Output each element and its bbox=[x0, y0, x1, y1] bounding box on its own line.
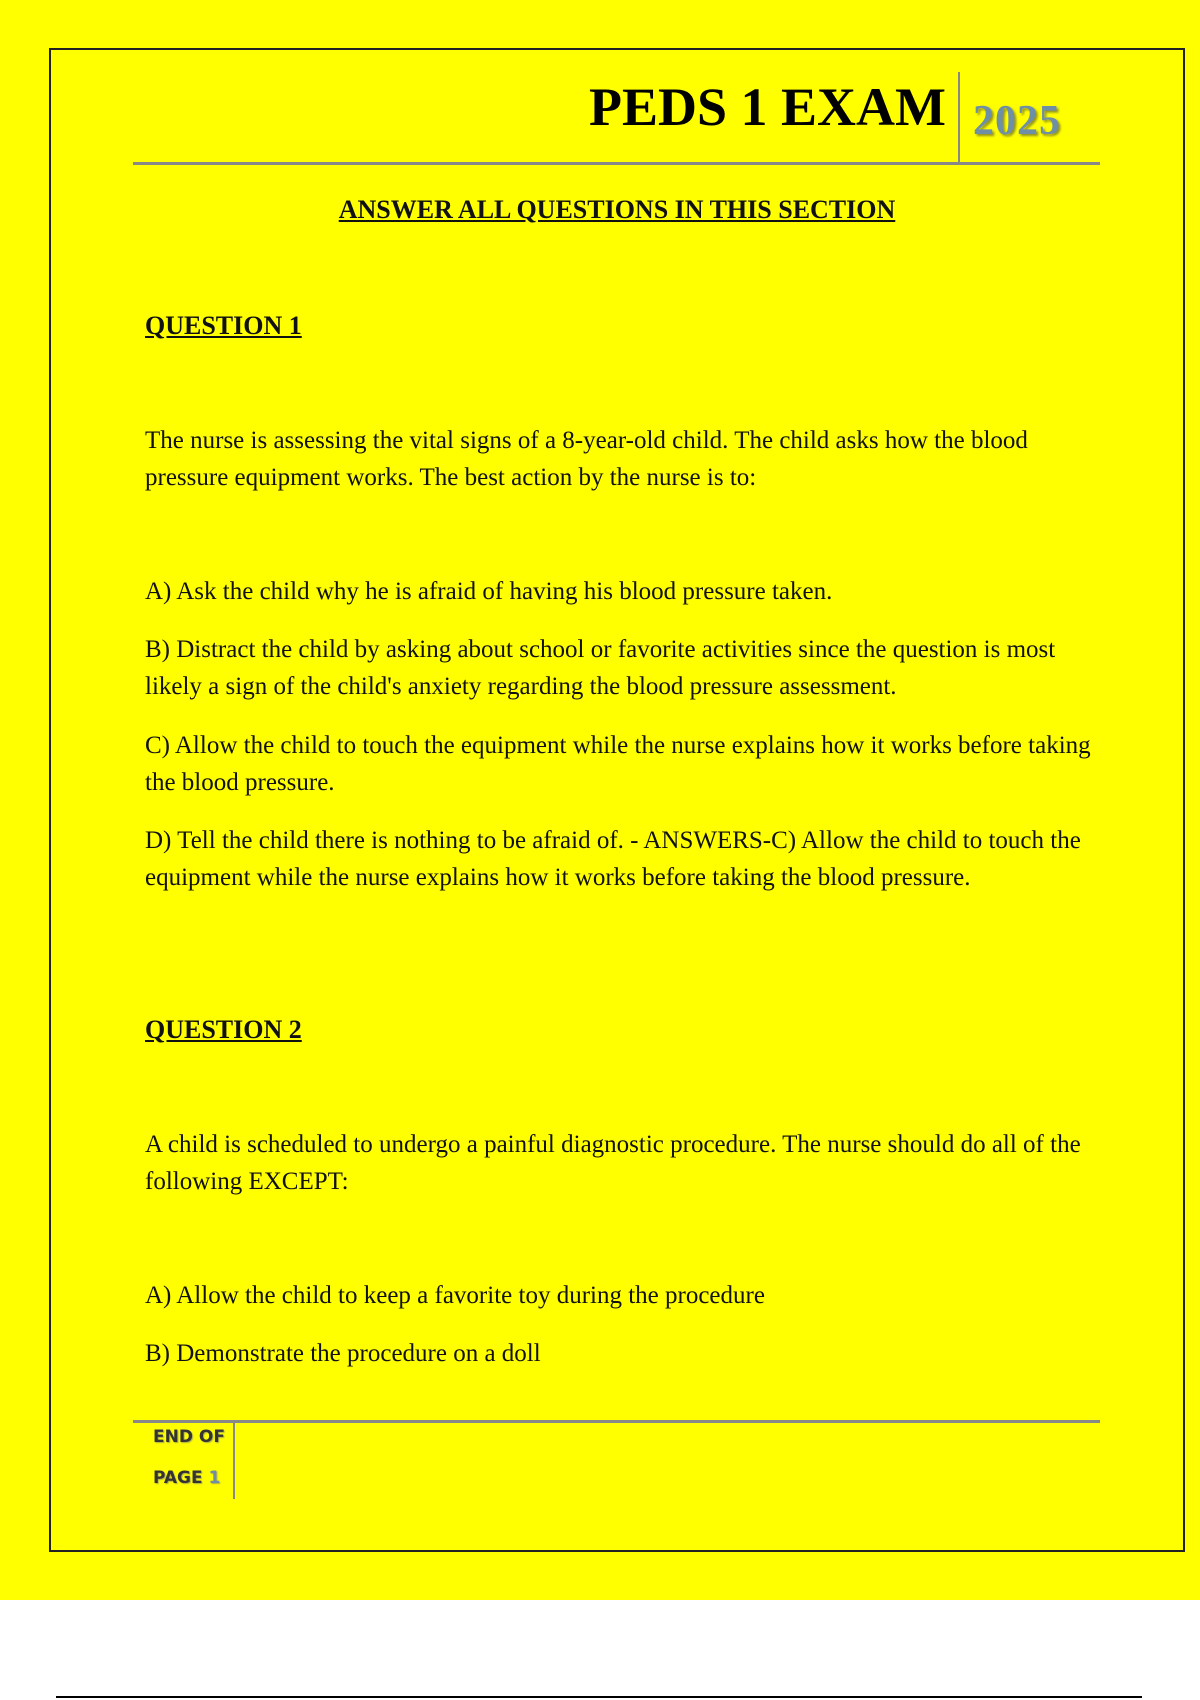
exam-year: 2025 bbox=[973, 98, 1061, 144]
question-1-option-c: C) Allow the child to touch the equipment while the nurse explains how it works before taking the blood pressure. bbox=[145, 732, 1091, 796]
question-1-option-a: A) Ask the child why he is afraid of having his blood pressure taken. bbox=[145, 578, 833, 605]
question-1-option-d-answer: D) Tell the child there is nothing to be afraid of. - ANSWERS-C) Allow the child to touch the equipment while the nurse explains how it works before taking the blood pressure. bbox=[145, 827, 1081, 891]
question-2-stem: A child is scheduled to undergo a painful diagnostic procedure. The nurse should do all of the following EXCEPT: bbox=[145, 1131, 1081, 1195]
question-1-stem: The nurse is assessing the vital signs of a 8-year-old child. The child asks how the blood pressure equipment works. The best action by the nurse is to: bbox=[145, 427, 1028, 491]
footer-divider bbox=[133, 1420, 1100, 1423]
question-1-heading: QUESTION 1 bbox=[145, 311, 302, 340]
question-1-option-b: B) Distract the child by asking about school or favorite activities since the question is most likely a sign of the child's anxiety regarding the blood pressure assessment. bbox=[145, 636, 1056, 700]
exam-title: PEDS 1 EXAM bbox=[588, 77, 946, 137]
question-2-option-b: B) Demonstrate the procedure on a doll bbox=[145, 1340, 541, 1367]
next-page-top-rule bbox=[56, 1696, 1142, 1698]
section-heading: ANSWER ALL QUESTIONS IN THIS SECTION bbox=[338, 195, 896, 224]
footer-page-number: 1 bbox=[208, 1468, 221, 1488]
question-2-heading: QUESTION 2 bbox=[145, 1015, 302, 1044]
header-divider-vertical bbox=[958, 72, 960, 163]
footer-page-word: PAGE bbox=[153, 1468, 203, 1488]
header-divider bbox=[133, 162, 1100, 165]
question-2-option-a: A) Allow the child to keep a favorite toy during the procedure bbox=[145, 1282, 765, 1309]
footer-end-of: END OF bbox=[153, 1427, 225, 1447]
footer-page-label bbox=[153, 1470, 220, 1487]
footer-divider-vertical bbox=[233, 1422, 235, 1499]
